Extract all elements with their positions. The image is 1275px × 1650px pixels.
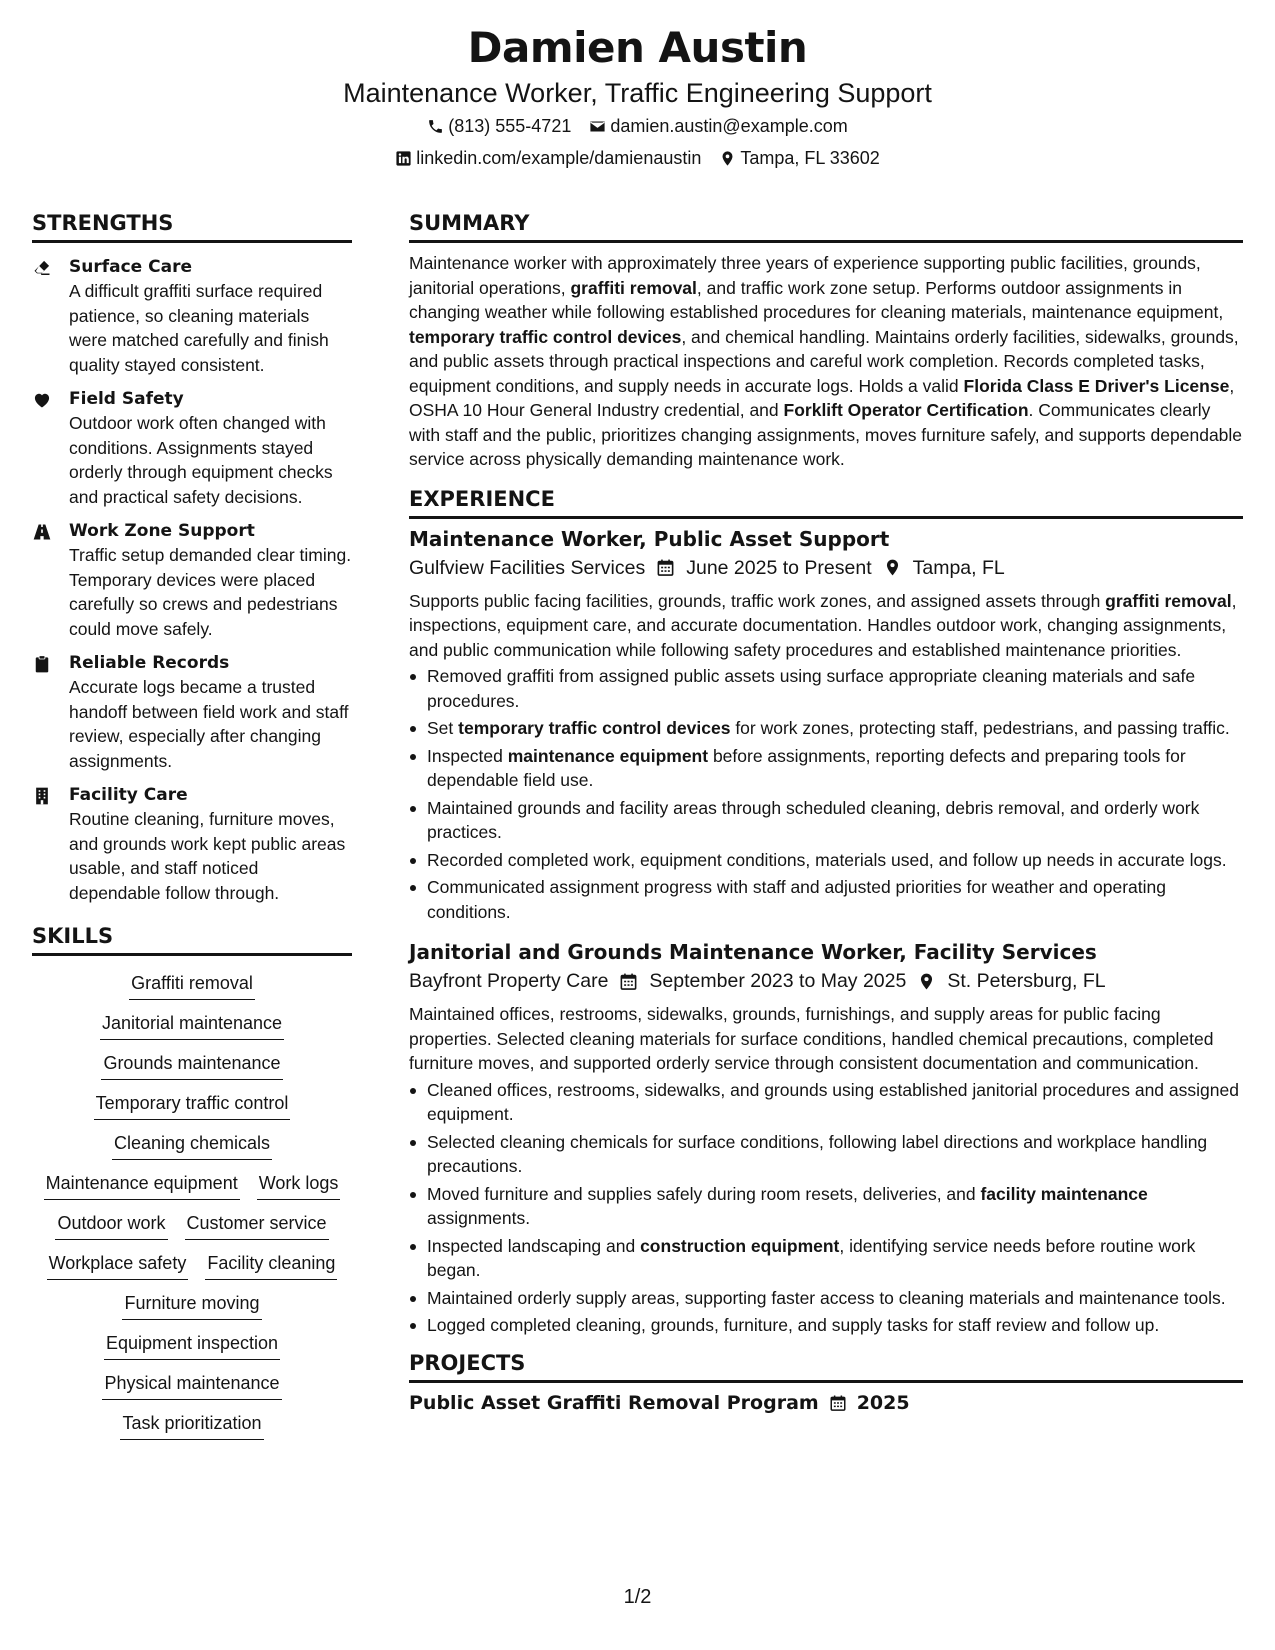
calendar-icon <box>829 1394 847 1412</box>
bullet-item <box>409 848 1243 873</box>
strength-item <box>32 387 352 509</box>
bullet-item <box>409 1182 1243 1231</box>
text-run: assignments. <box>427 1208 531 1228</box>
bold-keyword: temporary traffic control devices <box>458 718 731 738</box>
bullet-item <box>409 1234 1243 1283</box>
text-run: before assignments, reporting defects and preparing tools for dependable field use. <box>427 745 1186 790</box>
strength-item <box>32 519 352 641</box>
job-entry <box>409 938 1243 1338</box>
envelope-icon <box>589 118 606 135</box>
bullet-item <box>409 1130 1243 1179</box>
skill-tag: Graffiti removal <box>129 970 255 1000</box>
text-run: for work zones, protecting staff, pedestrians, and passing traffic. <box>730 718 1230 738</box>
location-contact <box>719 142 879 174</box>
skill-tag: Customer service <box>185 1210 329 1240</box>
job-dates: June 2025 to Present <box>686 556 872 579</box>
right-column <box>409 210 1243 1417</box>
text-run: Maintained grounds and facility areas through scheduled cleaning, debris removal, and orderly work practices. <box>427 797 1200 842</box>
strength-title: Facility Care <box>69 785 188 805</box>
project-year: 2025 <box>856 1391 910 1414</box>
job-location: St. Petersburg, FL <box>947 970 1106 992</box>
bold-keyword: maintenance equipment <box>507 745 709 766</box>
skill-tag: Work logs <box>257 1170 341 1200</box>
summary-heading: SUMMARY <box>409 210 1243 243</box>
strength-item <box>32 255 352 377</box>
map-marker-icon <box>719 150 736 167</box>
phone-contact <box>427 110 571 142</box>
text-run: , and chemical handling. Maintains orderly facilities, sidewalks, grounds, and public assets through practical inspections and careful work completion. Records completed tasks, equipment conditions, and supply needs in accurate logs. Holds a valid <box>409 326 1239 396</box>
text-run: Maintained offices, restrooms, sidewalks, grounds, furnishings, and supply areas for public facing properties. Selected cleaning materials for surface conditions, handled chemical precautions, completed furniture moves, and supported orderly service through consistent documentation and communication. <box>409 1004 1214 1073</box>
skill-tag: Outdoor work <box>55 1210 167 1240</box>
strength-desc: Traffic setup demanded clear timing. Temporary devices were placed carefully so crews and pedestrians could move safely. <box>69 545 352 639</box>
text-run: Logged completed cleaning, grounds, furniture, and supply tasks for staff review and follow up. <box>427 1315 1160 1335</box>
map-marker-icon <box>883 558 902 577</box>
strength-item <box>32 651 352 773</box>
email-contact[interactable] <box>589 110 847 142</box>
bold-keyword: temporary traffic control devices <box>409 326 682 347</box>
building-icon <box>32 786 52 806</box>
location-text: Tampa, FL 33602 <box>740 148 880 168</box>
skill-tag: Workplace safety <box>47 1250 189 1280</box>
clipboard-icon <box>32 654 52 674</box>
left-column <box>32 210 352 1440</box>
text-run: , inspections, equipment care, and accurate documentation. Handles outdoor work, changing assignments, and public communication while following safety procedures and established maintenance priorities. <box>409 590 1237 660</box>
calendar-icon <box>619 972 638 991</box>
experience-heading: EXPERIENCE <box>409 486 1243 519</box>
job-bullets <box>409 1078 1243 1338</box>
linkedin-icon <box>395 150 412 167</box>
skills-heading: SKILLS <box>32 923 352 956</box>
skill-tag: Temporary traffic control <box>94 1090 291 1120</box>
skill-tag: Grounds maintenance <box>101 1050 282 1080</box>
job-meta <box>409 966 1243 996</box>
skill-tag: Task prioritization <box>120 1410 263 1440</box>
job-entry <box>409 525 1243 925</box>
job-summary <box>409 589 1243 663</box>
skill-tag: Furniture moving <box>122 1290 261 1320</box>
text-run: Removed graffiti from assigned public assets using surface appropriate cleaning materials and safe procedures. <box>427 666 1196 711</box>
strength-desc: A difficult graffiti surface required patience, so cleaning materials were matched carefully and finish quality stayed consistent. <box>69 281 329 375</box>
candidate-title: Maintenance Worker, Traffic Engineering Support <box>343 78 932 108</box>
text-run: Inspected landscaping and <box>427 1235 641 1256</box>
company-name: Gulfview Facilities Services <box>409 556 646 579</box>
strength-item <box>32 783 352 905</box>
bold-keyword: construction equipment <box>640 1235 840 1256</box>
strength-desc: Routine cleaning, furniture moves, and grounds work kept public areas usable, and staff noticed dependable follow through. <box>69 809 346 903</box>
bullet-item <box>409 875 1243 924</box>
text-run: Recorded completed work, equipment conditions, materials used, and follow up needs in accurate logs. <box>427 849 1227 870</box>
job-dates: September 2023 to May 2025 <box>649 970 907 992</box>
job-bullets <box>409 664 1243 924</box>
project-entry <box>409 1389 1243 1417</box>
strength-desc: Outdoor work often changed with conditions. Assignments stayed orderly through equipment checks and practical safety decisions. <box>69 413 333 507</box>
summary-text <box>409 251 1243 472</box>
resume-header <box>0 22 1275 174</box>
job-summary <box>409 1002 1243 1076</box>
linkedin-contact[interactable] <box>395 142 701 174</box>
skills-list <box>32 970 352 1440</box>
email-address[interactable]: damien.austin@example.com <box>610 116 848 136</box>
strength-title: Field Safety <box>69 389 184 409</box>
text-run: Inspected <box>427 745 508 766</box>
text-run: Maintenance worker with approximately three years of experience supporting public facilities, grounds, janitorial operations, <box>409 253 1201 298</box>
text-run: Moved furniture and supplies safely during room resets, deliveries, and <box>427 1183 981 1204</box>
candidate-name: Damien Austin <box>467 23 808 72</box>
text-run: Maintained orderly supply areas, supporting faster access to cleaning materials and maintenance tools. <box>427 1287 1226 1308</box>
linkedin-url[interactable]: linkedin.com/example/damienaustin <box>416 148 702 168</box>
bullet-item <box>409 1286 1243 1311</box>
strengths-heading: STRENGTHS <box>32 210 352 243</box>
skill-tag: Equipment inspection <box>104 1330 280 1360</box>
bullet-item <box>409 664 1243 713</box>
text-run: . Communicates clearly with staff and the public, prioritizes changing assignments, moves furniture safely, and supports dependable service across physically demanding maintenance work. <box>409 400 1243 469</box>
text-run: , OSHA 10 Hour General Industry credential, and <box>409 375 1235 420</box>
bullet-item <box>409 1078 1243 1127</box>
text-run: , and traffic work zone setup. Performs outdoor assignments in changing weather while following established procedures for cleaning materials, maintenance equipment, <box>409 277 1224 322</box>
strength-title: Reliable Records <box>69 653 230 673</box>
skill-tag: Maintenance equipment <box>44 1170 240 1200</box>
text-run: Communicated assignment progress with staff and adjusted priorities for weather and operating conditions. <box>427 877 1166 922</box>
bold-keyword: graffiti removal <box>1105 590 1232 611</box>
project-title: Public Asset Graffiti Removal Program <box>409 1391 819 1414</box>
bullet-item <box>409 1313 1243 1338</box>
job-title: Maintenance Worker, Public Asset Support <box>409 526 890 551</box>
job-title: Janitorial and Grounds Maintenance Worker, Facility Services <box>409 940 1097 964</box>
bold-keyword: graffiti removal <box>570 277 697 298</box>
text-run: Cleaned offices, restrooms, sidewalks, and grounds using established janitorial procedures and assigned equipment. <box>427 1079 1239 1124</box>
contact-row-1 <box>0 110 1275 142</box>
strength-title: Work Zone Support <box>69 521 255 541</box>
bold-keyword: Forklift Operator Certification <box>783 400 1029 420</box>
text-run: Selected cleaning chemicals for surface conditions, following label directions and workplace handling precautions. <box>427 1131 1208 1176</box>
skill-tag: Facility cleaning <box>205 1250 337 1280</box>
projects-heading: PROJECTS <box>409 1350 1243 1383</box>
job-location: Tampa, FL <box>912 556 1005 579</box>
heart-icon <box>32 390 52 410</box>
text-run: , identifying service needs before routine work began. <box>427 1235 1196 1280</box>
job-meta <box>409 553 1243 583</box>
page-number: 1/2 <box>623 1586 652 1608</box>
skill-tag: Cleaning chemicals <box>112 1130 272 1160</box>
bullet-item <box>409 796 1243 845</box>
strength-title: Surface Care <box>69 257 192 277</box>
bold-keyword: facility maintenance <box>980 1183 1148 1204</box>
phone-number: (813) 555-4721 <box>448 116 572 136</box>
text-run: Supports public facing facilities, grounds, traffic work zones, and assigned assets through <box>409 590 1106 611</box>
eraser-icon <box>32 258 52 278</box>
company-name: Bayfront Property Care <box>409 970 609 992</box>
map-marker-icon <box>917 972 936 991</box>
text-run: Set <box>427 718 459 738</box>
bullet-item <box>409 716 1243 741</box>
skill-tag: Janitorial maintenance <box>100 1010 284 1040</box>
skill-tag: Physical maintenance <box>102 1370 281 1400</box>
phone-icon <box>427 118 444 135</box>
bold-keyword: Florida Class E Driver's License <box>963 375 1230 396</box>
strength-desc: Accurate logs became a trusted handoff between field work and staff review, especially after changing assignments. <box>69 677 349 771</box>
road-icon <box>32 522 52 542</box>
bullet-item <box>409 744 1243 793</box>
calendar-icon <box>656 558 675 577</box>
contact-row-2 <box>0 142 1275 174</box>
